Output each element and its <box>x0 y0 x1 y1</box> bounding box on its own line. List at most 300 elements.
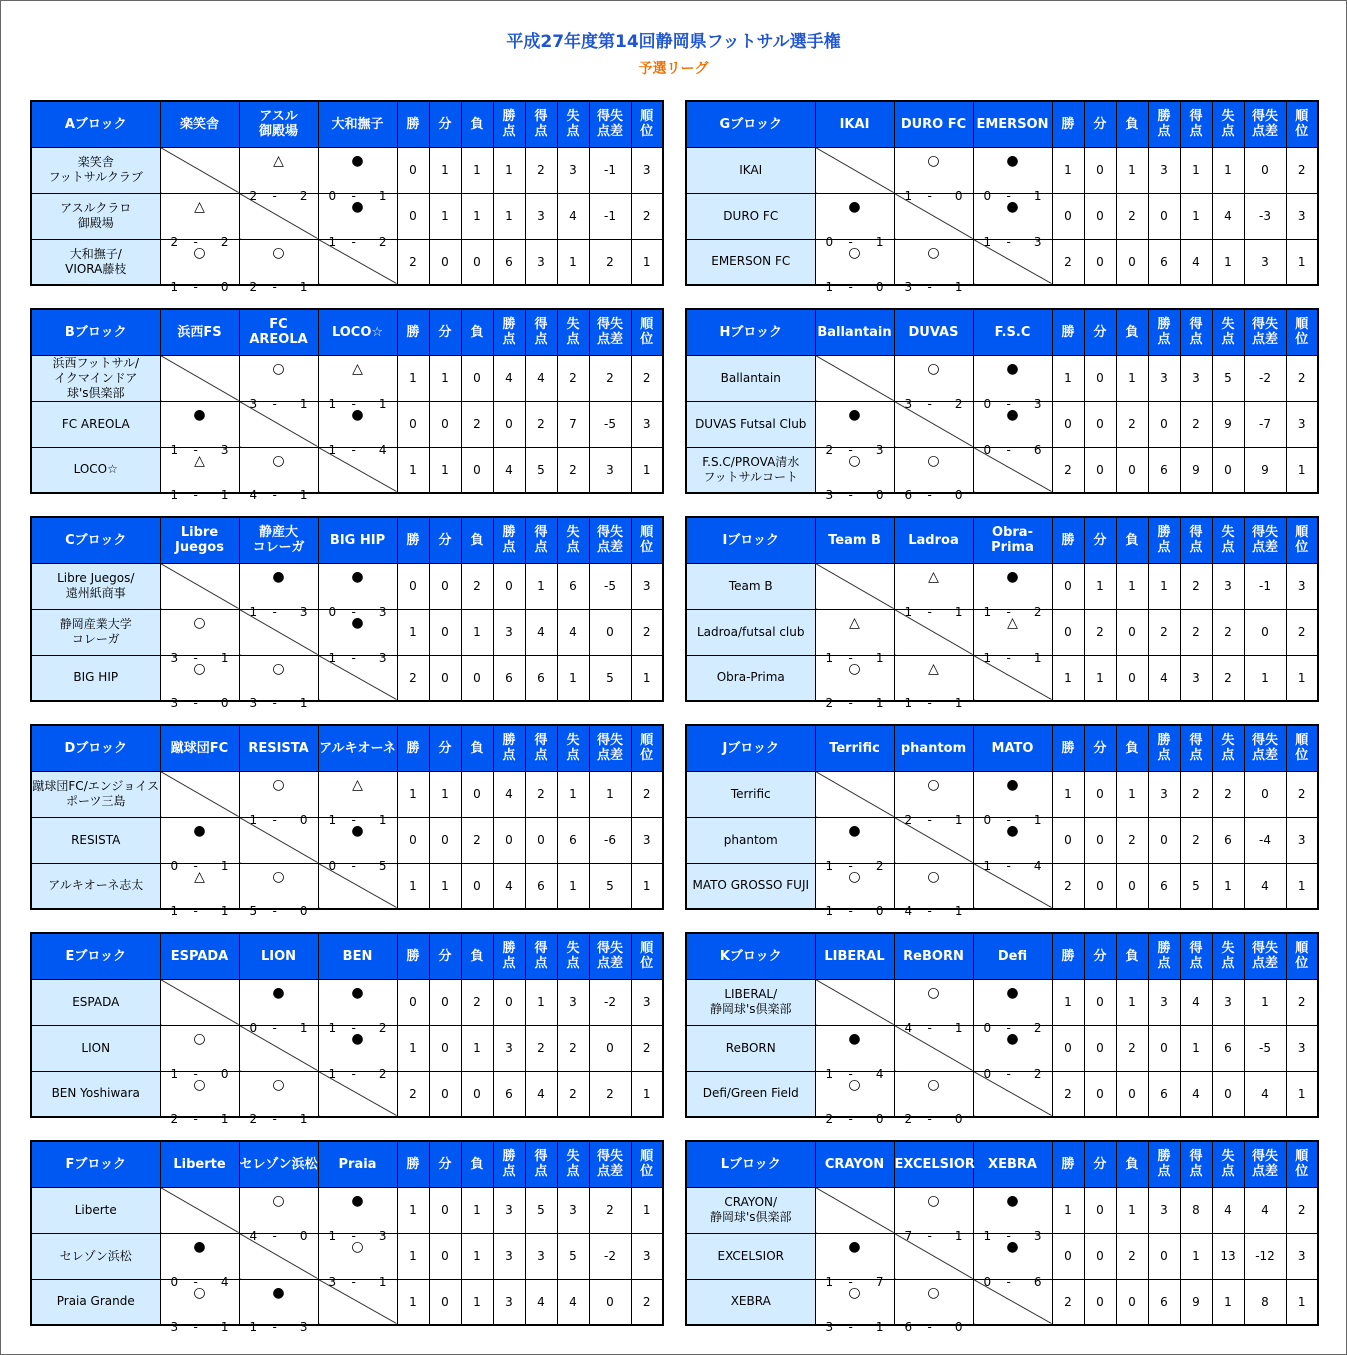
stat-value: 5 <box>1180 863 1212 909</box>
stat-value: 3 <box>1212 979 1244 1025</box>
result-symbol: ● <box>848 198 861 215</box>
team-name: アスルクラロ 御殿場 <box>31 193 160 239</box>
score-for: 1 <box>825 858 834 873</box>
page-title: 平成27年度第14回静岡県フットサル選手権 <box>506 32 841 52</box>
match-result <box>318 563 397 619</box>
score-dash: - <box>927 1112 932 1126</box>
stat-header: 得失 点差 <box>1244 1141 1286 1187</box>
score-for: 0 <box>328 858 337 873</box>
score-for: 0 <box>983 442 992 457</box>
team-row <box>31 239 663 285</box>
stat-value: 1 <box>397 355 429 401</box>
match-result <box>160 239 239 294</box>
score-for: 0 <box>983 1020 992 1035</box>
team-row <box>686 609 1318 655</box>
opponent-header: Defi <box>973 933 1052 979</box>
match-result <box>973 771 1052 827</box>
stat-value: 2 <box>1286 1187 1318 1233</box>
stat-value: 2 <box>1116 193 1148 239</box>
score-against: 1 <box>220 1112 229 1126</box>
team-name: CRAYON/ 静岡球's倶楽部 <box>686 1187 815 1233</box>
score-against: 1 <box>954 812 963 827</box>
team-row <box>31 1187 663 1233</box>
score-for: 1 <box>825 280 834 294</box>
stat-value: 2 <box>525 1025 557 1071</box>
stat-value: 1 <box>1212 863 1244 909</box>
stat-value: 1 <box>429 447 461 493</box>
score-dash: - <box>1006 1274 1011 1289</box>
stat-value: 0 <box>1084 817 1116 863</box>
block-name: Gブロック <box>686 101 815 147</box>
score-for: 2 <box>249 188 258 203</box>
match-result <box>973 979 1052 1035</box>
match-result <box>318 771 397 827</box>
stat-value: 0 <box>1052 1025 1084 1071</box>
stat-header: 得 点 <box>1180 725 1212 771</box>
stat-value: 2 <box>1116 401 1148 447</box>
score-dash: - <box>1006 234 1011 249</box>
result-symbol: △ <box>194 198 205 215</box>
team-name: 楽笑舎 フットサルクラブ <box>31 147 160 193</box>
score-for: 1 <box>825 1274 834 1289</box>
team-row <box>686 979 1318 1025</box>
stat-value: -5 <box>589 401 631 447</box>
score-for: 1 <box>904 696 913 710</box>
team-row <box>31 817 663 863</box>
opponent-header: XEBRA <box>973 1141 1052 1187</box>
block-table <box>30 932 664 1126</box>
result-symbol: △ <box>194 452 205 469</box>
match-result <box>239 1279 318 1334</box>
stat-value: 0 <box>1244 147 1286 193</box>
match-result <box>973 355 1052 411</box>
stat-header: 得 点 <box>1180 309 1212 355</box>
score-dash: - <box>272 1112 277 1126</box>
score-for: 2 <box>170 234 179 249</box>
stat-header: 負 <box>1116 1141 1148 1187</box>
opponent-header: LIBERAL <box>815 933 894 979</box>
stat-value: 1 <box>461 1233 493 1279</box>
score-against: 1 <box>220 904 229 918</box>
block-name: Cブロック <box>31 517 160 563</box>
stat-value: 0 <box>429 979 461 1025</box>
score-for: 1 <box>904 604 913 619</box>
team-name: IKAI <box>686 147 815 193</box>
result-symbol: ○ <box>272 452 285 469</box>
opponent-header: Team B <box>815 517 894 563</box>
stat-value: 2 <box>557 1025 589 1071</box>
score-dash: - <box>193 1274 198 1289</box>
stat-header: 得失 点差 <box>589 101 631 147</box>
stat-header: 勝 点 <box>493 101 525 147</box>
stat-value: 1 <box>1116 1187 1148 1233</box>
opponent-header: ReBORN <box>894 933 973 979</box>
stat-value: 2 <box>1180 563 1212 609</box>
match-result <box>815 1279 894 1334</box>
result-symbol: ○ <box>272 660 285 677</box>
block-table <box>685 724 1319 918</box>
score-for: 1 <box>825 650 834 665</box>
stat-value: 4 <box>493 863 525 909</box>
stat-value: 1 <box>1180 193 1212 239</box>
match-result <box>815 863 894 918</box>
stat-value: 2 <box>1116 1025 1148 1071</box>
stat-value: -2 <box>589 979 631 1025</box>
opponent-header: 浜西FS <box>160 309 239 355</box>
stat-value: 0 <box>1116 239 1148 285</box>
stat-value: 1 <box>1116 147 1148 193</box>
stat-value: 9 <box>1180 447 1212 493</box>
stat-value: 3 <box>1180 355 1212 401</box>
stat-value: 2 <box>1286 147 1318 193</box>
opponent-header: IKAI <box>815 101 894 147</box>
stat-value: 0 <box>1084 1233 1116 1279</box>
score-dash: - <box>272 396 277 411</box>
stat-header: 順 位 <box>1286 725 1318 771</box>
result-symbol: ● <box>351 406 364 423</box>
stat-value: 1 <box>631 863 663 909</box>
stat-value: 1 <box>1212 239 1244 285</box>
score-against: 1 <box>875 650 884 665</box>
stat-value: 3 <box>1148 1187 1180 1233</box>
self-match-cell <box>160 1187 239 1233</box>
stat-value: 1 <box>1286 447 1318 493</box>
stat-value: 6 <box>493 655 525 701</box>
stat-value: 5 <box>589 863 631 909</box>
result-symbol: △ <box>928 660 939 677</box>
stat-header: 得失 点差 <box>589 725 631 771</box>
score-for: 1 <box>170 488 179 502</box>
stat-value: 0 <box>429 817 461 863</box>
stat-value: 0 <box>461 771 493 817</box>
score-dash: - <box>193 696 198 710</box>
self-match-cell <box>815 563 894 609</box>
score-for: 2 <box>825 1112 834 1126</box>
opponent-header: ESPADA <box>160 933 239 979</box>
stat-value: 1 <box>589 771 631 817</box>
result-symbol: ● <box>193 1238 206 1255</box>
result-symbol: ● <box>351 198 364 215</box>
score-against: 2 <box>1033 1066 1042 1081</box>
stat-value: 3 <box>631 147 663 193</box>
score-against: 0 <box>299 904 308 918</box>
stat-value: 8 <box>1180 1187 1212 1233</box>
score-against: 2 <box>299 188 308 203</box>
stat-value: 2 <box>1116 817 1148 863</box>
stat-header: 負 <box>461 517 493 563</box>
score-dash: - <box>848 696 853 710</box>
score-against: 3 <box>875 442 884 457</box>
match-result <box>815 1071 894 1126</box>
score-dash: - <box>193 488 198 502</box>
opponent-header: EXCELSIOR <box>894 1141 973 1187</box>
stat-header: 分 <box>429 1141 461 1187</box>
score-for: 6 <box>904 1320 913 1334</box>
stat-value: 0 <box>493 979 525 1025</box>
team-row <box>31 1025 663 1071</box>
score-against: 3 <box>1033 1228 1042 1243</box>
match-result <box>894 447 973 502</box>
stat-header: 勝 <box>1052 309 1084 355</box>
stat-value: 1 <box>1244 979 1286 1025</box>
match-result <box>973 817 1052 873</box>
stat-value: 0 <box>493 817 525 863</box>
result-symbol: △ <box>849 614 860 631</box>
self-match-cell <box>160 771 239 817</box>
score-for: 1 <box>328 1020 337 1035</box>
score-for: 3 <box>170 1320 179 1334</box>
block-table <box>30 1140 664 1334</box>
stat-header: 順 位 <box>631 101 663 147</box>
result-symbol: ○ <box>848 868 861 885</box>
score-dash: - <box>351 234 356 249</box>
score-dash: - <box>927 488 932 502</box>
stat-value: 6 <box>525 863 557 909</box>
match-result <box>894 239 973 294</box>
stat-value: 3 <box>1148 355 1180 401</box>
stat-value: -1 <box>1244 563 1286 609</box>
score-dash: - <box>927 904 932 918</box>
stat-value: 1 <box>631 447 663 493</box>
stat-header: 失 点 <box>1212 517 1244 563</box>
stat-value: 1 <box>461 193 493 239</box>
result-symbol: △ <box>194 868 205 885</box>
score-against: 1 <box>220 858 229 873</box>
match-result <box>973 1025 1052 1081</box>
score-against: 1 <box>220 1320 229 1334</box>
stat-value: 2 <box>631 355 663 401</box>
opponent-header: DURO FC <box>894 101 973 147</box>
stat-value: 1 <box>397 863 429 909</box>
team-name: LOCO☆ <box>31 447 160 493</box>
score-against: 6 <box>1033 442 1042 457</box>
stat-value: 4 <box>525 1279 557 1325</box>
stat-value: 3 <box>1286 1233 1318 1279</box>
result-symbol: ● <box>1006 984 1019 1001</box>
stat-value: 0 <box>1052 609 1084 655</box>
result-symbol: ○ <box>272 776 285 793</box>
match-result <box>973 1187 1052 1243</box>
stat-header: 順 位 <box>1286 933 1318 979</box>
result-symbol: ● <box>848 1238 861 1255</box>
result-symbol: ○ <box>927 452 940 469</box>
score-against: 1 <box>954 696 963 710</box>
score-dash: - <box>351 396 356 411</box>
opponent-header: Ballantain <box>815 309 894 355</box>
result-symbol: ○ <box>193 1076 206 1093</box>
match-result <box>973 1233 1052 1289</box>
score-against: 1 <box>299 1112 308 1126</box>
result-symbol: ● <box>272 984 285 1001</box>
stat-value: 2 <box>525 147 557 193</box>
score-for: 0 <box>983 1274 992 1289</box>
stat-value: 0 <box>429 1187 461 1233</box>
score-for: 1 <box>249 812 258 827</box>
stat-value: 2 <box>1052 863 1084 909</box>
stat-value: 2 <box>631 609 663 655</box>
block-name: Fブロック <box>31 1141 160 1187</box>
stat-header: 得 点 <box>1180 933 1212 979</box>
score-for: 3 <box>170 650 179 665</box>
match-result <box>239 1071 318 1126</box>
score-against: 0 <box>875 488 884 502</box>
stat-value: 2 <box>557 1071 589 1117</box>
stat-value: 0 <box>1084 1025 1116 1071</box>
match-result <box>160 655 239 710</box>
match-result <box>894 655 973 710</box>
team-row <box>31 609 663 655</box>
stat-header: 分 <box>429 101 461 147</box>
score-against: 1 <box>220 650 229 665</box>
stat-value: 4 <box>1180 239 1212 285</box>
stat-value: 1 <box>1084 655 1116 701</box>
score-dash: - <box>1006 442 1011 457</box>
match-result <box>894 147 973 203</box>
score-against: 1 <box>299 396 308 411</box>
stat-value: 0 <box>1116 1071 1148 1117</box>
stat-value: 3 <box>631 817 663 863</box>
match-result <box>318 355 397 411</box>
stat-value: 3 <box>1148 147 1180 193</box>
opponent-header: BEN <box>318 933 397 979</box>
score-for: 1 <box>904 188 913 203</box>
score-against: 4 <box>1033 858 1042 873</box>
team-row <box>686 193 1318 239</box>
result-symbol: ○ <box>927 1284 940 1301</box>
team-name: Defi/Green Field <box>686 1071 815 1117</box>
self-match-cell <box>815 771 894 817</box>
score-against: 1 <box>299 696 308 710</box>
score-against: 3 <box>378 650 387 665</box>
stat-value: 1 <box>1116 563 1148 609</box>
stat-header: 勝 <box>397 725 429 771</box>
stat-value: 0 <box>1116 447 1148 493</box>
result-symbol: ○ <box>927 244 940 261</box>
stat-value: 3 <box>1286 193 1318 239</box>
stat-value: 2 <box>1052 447 1084 493</box>
stat-value: 8 <box>1244 1279 1286 1325</box>
result-symbol: ○ <box>272 1192 285 1209</box>
score-against: 3 <box>378 1228 387 1243</box>
match-result <box>894 355 973 411</box>
stat-header: 負 <box>1116 933 1148 979</box>
stat-value: 3 <box>1286 563 1318 609</box>
block-table <box>685 1140 1319 1334</box>
score-against: 0 <box>954 188 963 203</box>
stat-value: 0 <box>397 401 429 447</box>
result-symbol: ○ <box>193 1030 206 1047</box>
score-dash: - <box>848 1066 853 1081</box>
team-name: DUVAS Futsal Club <box>686 401 815 447</box>
self-match-cell <box>815 355 894 401</box>
team-name: Team B <box>686 563 815 609</box>
team-name: BEN Yoshiwara <box>31 1071 160 1117</box>
score-dash: - <box>272 1320 277 1334</box>
match-result <box>239 147 318 203</box>
match-result <box>815 239 894 294</box>
score-against: 3 <box>299 1320 308 1334</box>
stat-value: 0 <box>1084 1071 1116 1117</box>
stat-value: 4 <box>493 771 525 817</box>
match-result <box>815 817 894 873</box>
opponent-header: EMERSON <box>973 101 1052 147</box>
stat-header: 失 点 <box>557 933 589 979</box>
stat-value: 9 <box>1244 447 1286 493</box>
stat-value: 4 <box>493 355 525 401</box>
team-name: Libre Juegos/ 遠州紙商事 <box>31 563 160 609</box>
stat-header: 分 <box>429 725 461 771</box>
stat-value: 1 <box>1052 147 1084 193</box>
stat-header: 得 点 <box>525 309 557 355</box>
score-for: 1 <box>983 234 992 249</box>
score-for: 5 <box>249 904 258 918</box>
team-row <box>686 863 1318 909</box>
stat-value: 0 <box>1084 401 1116 447</box>
stat-header: 失 点 <box>1212 101 1244 147</box>
stat-value: 2 <box>397 1071 429 1117</box>
result-symbol: ○ <box>193 1284 206 1301</box>
score-against: 1 <box>299 280 308 294</box>
stat-value: -2 <box>589 1233 631 1279</box>
stat-value: 1 <box>1148 563 1180 609</box>
opponent-header: Liberte <box>160 1141 239 1187</box>
stat-header: 順 位 <box>631 1141 663 1187</box>
score-dash: - <box>193 1320 198 1334</box>
stat-value: 0 <box>1084 979 1116 1025</box>
stat-header: 失 点 <box>1212 933 1244 979</box>
opponent-header: Libre Juegos <box>160 517 239 563</box>
score-dash: - <box>927 1320 932 1334</box>
stat-header: 分 <box>429 517 461 563</box>
opponent-header: DUVAS <box>894 309 973 355</box>
stat-header: 負 <box>1116 101 1148 147</box>
score-against: 1 <box>1033 650 1042 665</box>
stat-value: 1 <box>1286 239 1318 285</box>
stat-value: 0 <box>1052 193 1084 239</box>
stat-header: 勝 <box>397 309 429 355</box>
match-result <box>973 401 1052 457</box>
score-against: 0 <box>299 812 308 827</box>
stat-value: 1 <box>525 979 557 1025</box>
stat-value: 2 <box>461 563 493 609</box>
stat-header: 勝 点 <box>1148 1141 1180 1187</box>
stat-value: 3 <box>525 1233 557 1279</box>
result-symbol: ● <box>351 1030 364 1047</box>
result-symbol: ○ <box>927 1076 940 1093</box>
match-result <box>318 979 397 1035</box>
score-against: 0 <box>954 1320 963 1334</box>
score-against: 1 <box>299 1020 308 1035</box>
stat-value: 4 <box>1180 1071 1212 1117</box>
stat-value: 0 <box>1084 1279 1116 1325</box>
result-symbol: ● <box>1006 152 1019 169</box>
stat-value: 0 <box>1052 563 1084 609</box>
stat-value: 5 <box>1212 355 1244 401</box>
result-symbol: ● <box>351 568 364 585</box>
match-result <box>239 355 318 411</box>
stat-value: 3 <box>1286 817 1318 863</box>
stat-value: 0 <box>1148 401 1180 447</box>
stat-header: 勝 <box>1052 933 1084 979</box>
team-name: セレゾン浜松 <box>31 1233 160 1279</box>
stat-value: 1 <box>1052 771 1084 817</box>
score-for: 1 <box>249 604 258 619</box>
stat-value: 0 <box>1052 817 1084 863</box>
score-against: 1 <box>378 1274 387 1289</box>
score-for: 2 <box>825 442 834 457</box>
score-dash: - <box>272 1228 277 1243</box>
team-row <box>686 1071 1318 1117</box>
